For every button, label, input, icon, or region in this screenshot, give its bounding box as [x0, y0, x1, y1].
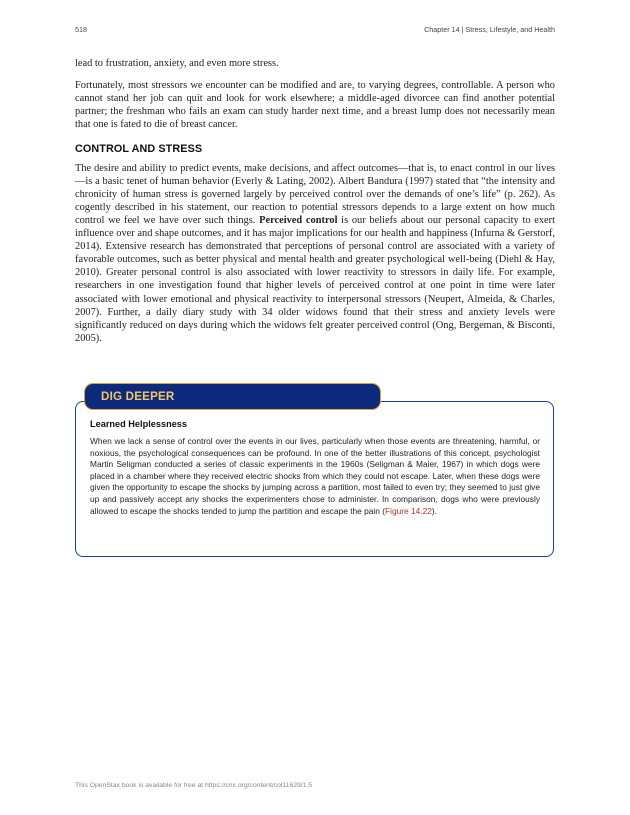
- page-number: 518: [75, 25, 87, 34]
- text-before-term: The desire and ability to predict events, make decisions, and affect outcomes—that is, to enact control in our lives—is a basic tenet of human behavior (Everly & Lating, 2002). Albert Bandura (1997) stated that “the intensity and chronicity of human stress is governed largely by perceived control over the demands of one’s life” (p. 262). As cogently described in his statement, our reaction to potential stressors depends to a large extent on how much control we feel we have over such things.: [75, 162, 555, 226]
- callout-paragraph: [90, 436, 540, 517]
- dig-deeper-label: DIG DEEPER: [101, 390, 175, 403]
- page-footer: This OpenStax book is available for free at https://cnx.org/content/col11629/1.5: [75, 782, 313, 789]
- section-heading: CONTROL AND STRESS: [75, 143, 203, 156]
- running-chapter-title: Chapter 14 | Stress, Lifestyle, and Health: [424, 25, 555, 34]
- callout-title: Learned Helplessness: [90, 419, 188, 429]
- callout-text-after-link: ).: [431, 505, 437, 516]
- text-after-term: is our beliefs about our personal capacity to exert influence over and shape outcomes, and it has major implications for our health and happiness (Infurna & Gerstorf, 2014). Extensive research has demonstrated that perceptions of personal control are associated with a variety of favorable outcomes, such as better physical and mental health and greater psychological well-being (Diehl & Hay, 2010). Greater personal control is also associated with lower reactivity to stressors in daily life. For example, researchers in one investigation found that higher levels of perceived control at one point in time were later associated with lower emotional and physical reactivity to interpersonal stressors (Neupert, Almeida, & Charles, 2007). Further, a daily diary study with 34 older widows found that their stress and anxiety levels were significantly reduced on days during which the widows felt greater perceived control (Ong, Bergeman, & Bisconti, 2005).: [75, 214, 556, 344]
- figure-link[interactable]: Figure 14.22: [385, 505, 432, 516]
- dig-deeper-content: [90, 419, 540, 517]
- dig-deeper-tab: [84, 383, 381, 410]
- callout-text-before-link: When we lack a sense of control over the events in our lives, particularly when those events are threatening, harmful, or noxious, the psychological consequences can be profound. In one of the better illustrations of this concept, psychologist Martin Seligman conducted a series of classic experiments in the 1960s (Seligman & Maier, 1967) in which dogs were placed in a chamber where they received electric shocks from which they could not escape. Later, when these dogs were given the opportunity to escape the shocks by jumping across a partition, most failed to even try; they seemed to just give up and passively accept any shocks the experimenters chose to administer. In comparison, dogs who were previously allowed to escape the shocks tended to jump the partition and escape the pain (: [90, 436, 540, 516]
- main-text: [75, 57, 555, 354]
- paragraph-controllable-stressors: Fortunately, most stressors we encounter can be modified and are, to varying degrees, controllable. A person who cannot stand her job can quit and look for work elsewhere; a middle-aged divorcee can find another potential partner; the freshman who fails an exam can study harder next time, and a breast lump does not necessarily mean that one is fated to die of breast cancer.: [75, 80, 555, 131]
- key-term: Perceived control: [259, 214, 338, 226]
- paragraph-control-and-stress: [75, 162, 555, 345]
- paragraph-continuation: lead to frustration, anxiety, and even more stress.: [75, 58, 279, 69]
